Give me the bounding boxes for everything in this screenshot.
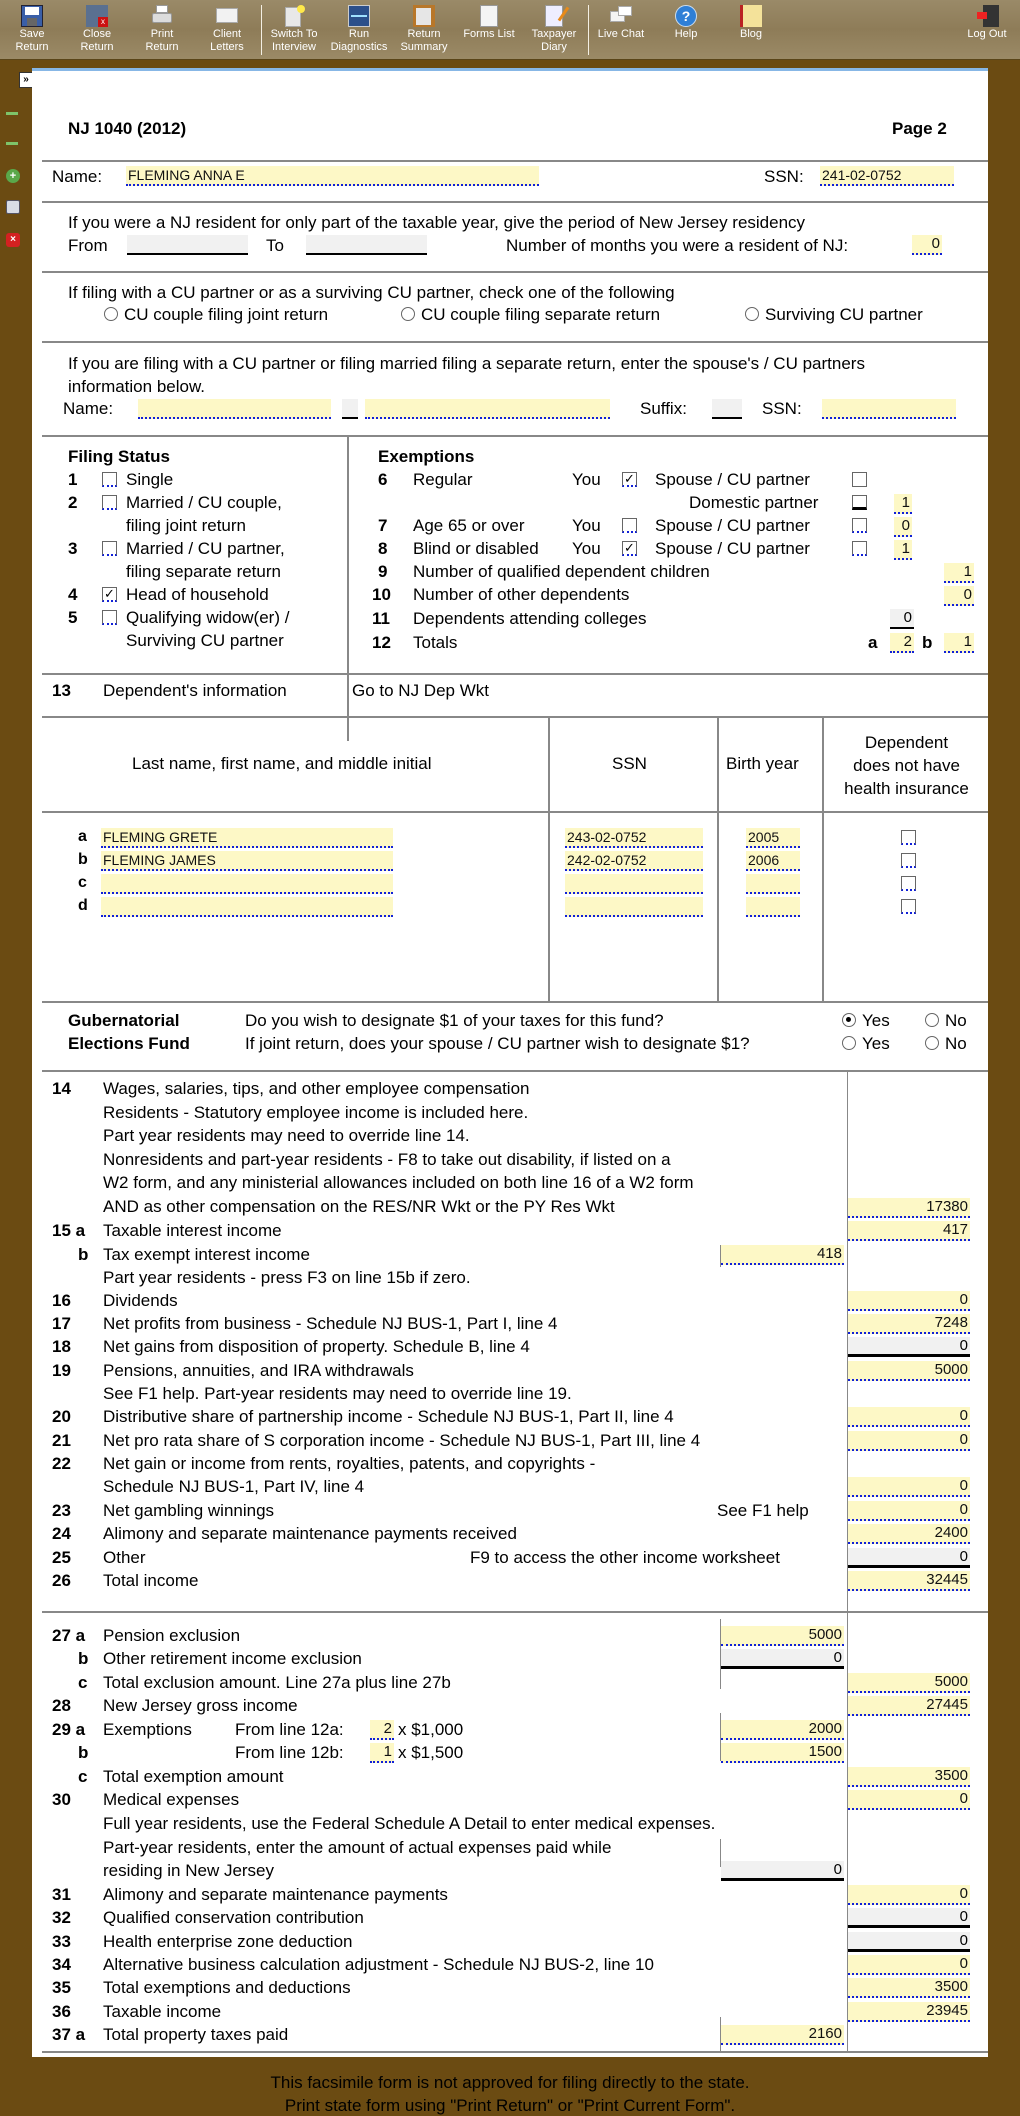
l21-label: Net pro rata share of S corporation income - Schedule NJ BUS-1, Part III, line 4 [103, 1431, 701, 1450]
line-8-count[interactable]: 1 [894, 540, 912, 560]
l28-value[interactable]: 27445 [848, 1696, 970, 1716]
surviving-cu-radio[interactable] [745, 307, 759, 321]
l27c-label: Total exclusion amount. Line 27a plus line 27b [103, 1673, 451, 1692]
go-to-dep-wkt-link[interactable]: Go to NJ Dep Wkt [352, 681, 489, 700]
delete-icon[interactable]: × [6, 233, 20, 247]
l29c-value[interactable]: 3500 [848, 1767, 970, 1787]
to-label: To [266, 236, 284, 255]
l25-number: 25 [52, 1548, 71, 1567]
q2-yes-label: Yes [862, 1034, 890, 1053]
line-12b-value[interactable]: 1 [944, 633, 974, 653]
taxpayer-name-field[interactable]: FLEMING ANNA E [126, 166, 539, 186]
filing-status-2-number: 2 [68, 493, 78, 512]
l27b-value[interactable]: 0 [721, 1649, 844, 1669]
l34-label: Alternative business calculation adjustment - Schedule NJ BUS-2, line 10 [103, 1955, 654, 1974]
cu-text: If filing with a CU partner or as a surviving CU partner, check one of the following [68, 283, 675, 302]
l14-number: 14 [52, 1079, 71, 1098]
l23-note: See F1 help [717, 1501, 809, 1520]
l21-value[interactable]: 0 [848, 1431, 970, 1451]
blog-button[interactable]: Blog [719, 3, 783, 57]
l16-label: Dividends [103, 1291, 178, 1310]
l19-value[interactable]: 5000 [848, 1361, 970, 1381]
l27a-number: 27 a [52, 1626, 86, 1645]
l15b-note: Part year residents - press F3 on line 15b if zero. [103, 1268, 471, 1287]
l37a-label: Total property taxes paid [103, 2025, 289, 2044]
filing-status-3-checkbox[interactable] [102, 541, 117, 556]
clipboard-icon [413, 5, 435, 27]
l23-number: 23 [52, 1501, 71, 1520]
l29a-value[interactable]: 2000 [721, 1720, 844, 1740]
filing-status-4-number: 4 [68, 585, 78, 604]
print-icon[interactable] [6, 200, 20, 214]
l36-label: Taxable income [103, 2002, 222, 2021]
l29b-number: b [78, 1743, 89, 1762]
line-7-count[interactable]: 0 [894, 517, 912, 537]
save-icon [21, 5, 43, 27]
page-number: Page 2 [892, 119, 947, 138]
filing-status-5-label-2: Surviving CU partner [126, 631, 284, 650]
l25-note: F9 to access the other income worksheet [470, 1548, 780, 1567]
line-8-label: Blind or disabled [413, 539, 539, 558]
l30-note: Full year residents, use the Federal Schedule A Detail to enter medical expenses. [103, 1814, 716, 1833]
spouse-last-name-field[interactable] [365, 399, 610, 419]
q1-no-radio[interactable] [925, 1013, 939, 1027]
l14-label: W2 form, and any ministerial allowances included on both line 16 of a W2 form [103, 1173, 694, 1192]
add-icon[interactable]: + [6, 169, 20, 183]
l32-label: Qualified conservation contribution [103, 1908, 364, 1927]
l22-label-2: Schedule NJ BUS-1, Part IV, line 4 [103, 1477, 365, 1496]
l30-note: residing in New Jersey [103, 1861, 275, 1880]
dep-col-insurance-header: Dependent does not have health insurance [844, 733, 969, 798]
l15a-label: Taxable interest income [103, 1221, 282, 1240]
l34-number: 34 [52, 1955, 71, 1974]
dependent-name-field[interactable]: FLEMING JAMES [101, 851, 393, 871]
l25-value[interactable]: 0 [848, 1548, 970, 1568]
dependent-no-insurance-checkbox[interactable] [901, 830, 916, 845]
line-9-value[interactable]: 1 [944, 563, 974, 583]
l37a-number: 37 a [52, 2025, 86, 2044]
q1-yes-radio[interactable] [842, 1013, 856, 1027]
l14-label: Nonresidents and part-year residents - F8 to take out disability, if listed on a [103, 1149, 671, 1169]
printer-icon [151, 5, 173, 27]
l23-value[interactable]: 0 [848, 1501, 970, 1521]
l23-label: Net gambling winnings [103, 1501, 275, 1520]
l29a-label: Exemptions [103, 1720, 192, 1739]
exemptions-heading: Exemptions [378, 447, 475, 466]
dependent-no-insurance-checkbox[interactable] [901, 853, 916, 868]
l14-value[interactable]: 17380 [848, 1198, 970, 1218]
dependent-name-field[interactable] [101, 897, 393, 917]
blind-spouse-checkbox[interactable] [852, 541, 867, 556]
q2-no-radio[interactable] [925, 1036, 939, 1050]
line-10-label: Number of other dependents [413, 585, 630, 604]
spouse-text-2: information below. [68, 377, 206, 396]
l21-number: 21 [52, 1431, 71, 1450]
line-7-number: 7 [378, 516, 388, 535]
domestic-partner-label: Domestic partner [689, 493, 819, 512]
print-return-button[interactable]: Print Return [130, 3, 194, 57]
l17-value[interactable]: 7248 [848, 1314, 970, 1334]
l28-label: New Jersey gross income [103, 1696, 298, 1715]
filing-status-1-number: 1 [68, 470, 78, 489]
l31-number: 31 [52, 1885, 71, 1904]
close-folder-icon: x [86, 5, 108, 27]
you-label: You [572, 470, 601, 489]
filing-status-5-label: Qualifying widow(er) / [126, 608, 290, 627]
residency-text: If you were a NJ resident for only part of the taxable year, give the period of New Jersey residency [68, 213, 806, 232]
dependent-row-letter: b [78, 851, 88, 868]
diary-icon [545, 5, 563, 27]
l14-label: AND as other compensation on the RES/NR Wkt or the PY Res Wkt [103, 1196, 615, 1216]
surviving-cu-label: Surviving CU partner [765, 305, 923, 324]
residency-from-field[interactable] [127, 235, 248, 255]
return-summary-button[interactable]: Return Summary [392, 3, 456, 57]
scroll-icon [740, 5, 762, 27]
line-11-label: Dependents attending colleges [413, 609, 647, 628]
interview-icon [283, 5, 305, 27]
l32-number: 32 [52, 1908, 71, 1927]
q1-no-label: No [945, 1011, 967, 1030]
l18-label: Net gains from disposition of property. Schedule B, line 4 [103, 1337, 530, 1356]
l30-value[interactable]: 0 [848, 1790, 970, 1810]
line-12b-label: b [922, 633, 933, 652]
domestic-partner-checkbox[interactable] [852, 495, 867, 510]
l18-value[interactable]: 0 [848, 1337, 970, 1357]
dependent-birth-year-field[interactable]: 2005 [746, 828, 800, 848]
you-label: You [572, 539, 601, 558]
l24-value[interactable]: 2400 [848, 1524, 970, 1544]
l27c-value[interactable]: 5000 [848, 1673, 970, 1693]
dependent-birth-year-field[interactable] [746, 897, 800, 917]
l16-number: 16 [52, 1291, 71, 1310]
checkmark-icon: ✓ [624, 540, 635, 555]
months-resident-field[interactable]: 0 [912, 235, 942, 255]
filing-status-2-label: Married / CU couple, [126, 493, 282, 512]
footer-disclaimer-1: This facsimile form is not approved for filing directly to the state. [270, 2073, 750, 2092]
line-11-value[interactable]: 0 [890, 609, 914, 629]
regular-spouse-checkbox[interactable] [852, 472, 867, 487]
l32-value[interactable]: 0 [848, 1908, 970, 1928]
save-return-button[interactable]: Save Return [0, 3, 64, 57]
spouse-ssn-field[interactable] [822, 399, 956, 419]
l18-number: 18 [52, 1337, 71, 1356]
l31-label: Alimony and separate maintenance payments [103, 1885, 448, 1904]
from-label: From [68, 236, 108, 255]
l22-label: Net gain or income from rents, royalties, patents, and copyrights - [103, 1454, 596, 1473]
l27b-number: b [78, 1649, 89, 1668]
line-6-number: 6 [378, 470, 388, 489]
chat-icon [610, 5, 632, 27]
l29b-multiplier: x $1,500 [398, 1743, 464, 1762]
l33-label: Health enterprise zone deduction [103, 1932, 353, 1951]
spouse-middle-initial-field[interactable] [342, 399, 358, 419]
spouse-ssn-label: SSN: [762, 399, 802, 418]
filing-status-5-checkbox[interactable] [102, 610, 117, 625]
help-button[interactable]: ? Help [654, 3, 718, 57]
checkmark-icon: ✓ [104, 586, 115, 601]
line-8-number: 8 [378, 539, 388, 558]
l24-label: Alimony and separate maintenance payments received [103, 1524, 517, 1543]
months-label: Number of months you were a resident of NJ: [506, 236, 849, 255]
l27a-label: Pension exclusion [103, 1626, 241, 1645]
l35-number: 35 [52, 1978, 71, 1997]
sidebar-toggle[interactable]: » [19, 72, 33, 88]
spouse-label: Spouse / CU partner [655, 516, 810, 535]
spouse-text-1: If you are filing with a CU partner or filing married filing a separate return, enter the spouse's / CU partners [68, 354, 865, 373]
log-out-button[interactable]: Log Out [955, 3, 1019, 57]
dep-col-name-header: Last name, first name, and middle initial [132, 754, 432, 773]
dependent-ssn-field[interactable] [565, 874, 703, 894]
l30-part-year-value[interactable]: 0 [721, 1861, 844, 1881]
checkmark-icon: ✓ [624, 471, 635, 486]
nj1040-form [32, 68, 988, 2115]
l15a-number: 15 a [52, 1221, 86, 1240]
l29a-from-label: From line 12a: [235, 1720, 344, 1739]
l17-label: Net profits from business - Schedule NJ BUS-1, Part I, line 4 [103, 1314, 558, 1333]
q1-yes-label: Yes [862, 1011, 890, 1030]
filing-status-heading: Filing Status [68, 447, 170, 466]
residency-to-field[interactable] [306, 235, 427, 255]
cu-joint-radio[interactable] [104, 307, 118, 321]
dependent-birth-year-field[interactable] [746, 874, 800, 894]
filing-status-3-label-2: filing separate return [126, 562, 281, 581]
filing-status-2-label-2: filing joint return [126, 516, 247, 535]
l31-value[interactable]: 0 [848, 1885, 970, 1905]
close-return-button[interactable]: x Close Return [65, 3, 129, 57]
run-diagnostics-button[interactable]: Run Diagnostics [327, 3, 391, 57]
l20-number: 20 [52, 1407, 71, 1426]
l19-number: 19 [52, 1361, 71, 1380]
dep-col-ssn-header: SSN [612, 754, 647, 773]
l15a-value[interactable]: 417 [848, 1221, 970, 1241]
cu-separate-label: CU couple filing separate return [421, 305, 661, 324]
l16-value[interactable]: 0 [848, 1291, 970, 1311]
filing-status-2-checkbox[interactable] [102, 495, 117, 510]
l26-label: Total income [103, 1571, 199, 1590]
filing-status-1-checkbox[interactable] [102, 472, 117, 487]
dependent-name-field[interactable]: FLEMING GRETE [101, 828, 393, 848]
live-chat-button[interactable]: Live Chat [589, 3, 653, 57]
l15b-label: Tax exempt interest income [103, 1245, 310, 1264]
l29a-number: 29 a [52, 1720, 86, 1739]
l27b-label: Other retirement income exclusion [103, 1649, 362, 1668]
switch-to-interview-button[interactable]: Switch To Interview [262, 3, 326, 57]
l19-note: See F1 help. Part-year residents may need to override line 19. [103, 1384, 572, 1403]
dependent-row-letter: d [78, 897, 88, 914]
name-label: Name: [52, 167, 103, 186]
taxpayer-diary-button[interactable]: Taxpayer Diary [522, 3, 586, 57]
spouse-label: Spouse / CU partner [655, 539, 810, 558]
spouse-label: Spouse / CU partner [655, 470, 810, 489]
help-icon: ? [675, 5, 697, 27]
l20-label: Distributive share of partnership income - Schedule NJ BUS-1, Part II, line 4 [103, 1407, 674, 1426]
dep-col-year-header: Birth year [726, 754, 799, 773]
dependent-name-field[interactable] [101, 874, 393, 894]
elections-fund-label: Elections Fund [68, 1034, 190, 1053]
form-title: NJ 1040 (2012) [68, 119, 187, 138]
dependent-no-insurance-checkbox[interactable] [901, 876, 916, 891]
dependent-birth-year-field[interactable]: 2006 [746, 851, 800, 871]
dependents-label: Dependent's information [103, 681, 287, 700]
forward-arrow-icon[interactable] [6, 136, 20, 150]
dependent-ssn-field[interactable] [565, 897, 703, 917]
gubernatorial-label: Gubernatorial [68, 1011, 180, 1030]
spouse-name-label: Name: [63, 399, 114, 418]
l37a-value[interactable]: 2160 [721, 2025, 844, 2045]
line-6-count[interactable]: 1 [894, 494, 912, 514]
l15b-value[interactable]: 418 [721, 1245, 844, 1265]
envelope-icon [216, 5, 238, 27]
l14-label: Residents - Statutory employee income is included here. [103, 1102, 529, 1122]
suffix-label: Suffix: [640, 399, 687, 418]
line-7-label: Age 65 or over [413, 516, 525, 535]
l36-value[interactable]: 23945 [848, 2002, 970, 2022]
l27a-value[interactable]: 5000 [721, 1626, 844, 1646]
dependent-no-insurance-checkbox[interactable] [901, 899, 916, 914]
l15b-number: b [78, 1245, 89, 1264]
dependent-row-letter: a [78, 828, 87, 845]
l27c-number: c [78, 1673, 88, 1692]
q2-yes-radio[interactable] [842, 1036, 856, 1050]
l24-number: 24 [52, 1524, 71, 1543]
l29b-value[interactable]: 1500 [721, 1743, 844, 1763]
client-letters-button[interactable]: Client Letters [195, 3, 259, 57]
l22-value[interactable]: 0 [848, 1477, 970, 1497]
l36-number: 36 [52, 2002, 71, 2021]
line-10-number: 10 [372, 585, 391, 604]
cu-separate-radio[interactable] [401, 307, 415, 321]
gubernatorial-question-2: If joint return, does your spouse / CU partner wish to designate $1? [245, 1034, 750, 1053]
line-12a-label: a [868, 633, 878, 652]
l26-number: 26 [52, 1571, 71, 1590]
l33-number: 33 [52, 1932, 71, 1951]
filing-status-4-checkbox[interactable] [102, 587, 117, 602]
dependent-ssn-field[interactable]: 243-02-0752 [565, 828, 703, 848]
l17-number: 17 [52, 1314, 71, 1333]
dependent-row-letter: c [78, 874, 87, 891]
forms-list-button[interactable]: Forms List [457, 3, 521, 57]
line-6-label: Regular [413, 470, 473, 489]
l14-label: Part year residents may need to override line 14. [103, 1126, 470, 1145]
logout-icon [983, 5, 999, 27]
cu-joint-label: CU couple filing joint return [124, 305, 329, 324]
toolbar [0, 0, 1020, 60]
line-12a-value[interactable]: 2 [890, 633, 914, 653]
l25-label: Other [103, 1548, 146, 1567]
ssn-label: SSN: [764, 167, 804, 186]
line-9-number: 9 [378, 562, 388, 581]
filing-status-3-label: Married / CU partner, [126, 539, 285, 558]
l30-note: Part-year residents, enter the amount of actual expenses paid while [103, 1837, 612, 1857]
footer-disclaimer-2: Print state form using "Print Return" or "Print Current Form". [284, 2096, 736, 2115]
l29b-count[interactable]: 1 [370, 1743, 394, 1763]
filing-status-3-number: 3 [68, 539, 78, 558]
taxpayer-ssn-field[interactable]: 241-02-0752 [820, 166, 954, 186]
l26-value[interactable]: 32445 [848, 1571, 970, 1591]
l29c-number: c [78, 1767, 88, 1786]
line-12-number: 12 [372, 633, 391, 652]
blind-you-checkbox[interactable] [622, 541, 637, 556]
line-10-value[interactable]: 0 [944, 586, 974, 606]
l30-number: 30 [52, 1790, 71, 1809]
diagnostics-icon [348, 5, 370, 27]
age65-you-checkbox[interactable] [622, 518, 637, 533]
l29c-label: Total exemption amount [103, 1767, 284, 1786]
l22-number: 22 [52, 1454, 71, 1473]
l29a-multiplier: x $1,000 [398, 1720, 464, 1739]
l19-label: Pensions, annuities, and IRA withdrawals [103, 1361, 414, 1380]
back-arrow-icon[interactable] [6, 106, 20, 120]
spouse-suffix-field[interactable] [712, 399, 742, 419]
gubernatorial-question-1: Do you wish to designate $1 of your taxes for this fund? [245, 1011, 664, 1030]
l20-value[interactable]: 0 [848, 1407, 970, 1427]
l34-value[interactable]: 0 [848, 1955, 970, 1975]
l35-value[interactable]: 3500 [848, 1978, 970, 1998]
l30-label: Medical expenses [103, 1790, 240, 1809]
regular-you-checkbox[interactable] [622, 472, 637, 487]
dependent-ssn-field[interactable]: 242-02-0752 [565, 851, 703, 871]
age65-spouse-checkbox[interactable] [852, 518, 867, 533]
l29a-count[interactable]: 2 [370, 1720, 394, 1740]
filing-status-5-number: 5 [68, 608, 78, 627]
spouse-first-name-field[interactable] [138, 399, 331, 419]
you-label: You [572, 516, 601, 535]
line-11-number: 11 [372, 609, 390, 628]
line-9-label: Number of qualified dependent children [413, 562, 710, 581]
l29b-from-label: From line 12b: [235, 1743, 344, 1762]
l14-label: Wages, salaries, tips, and other employee compensation [103, 1079, 530, 1098]
l33-value[interactable]: 0 [848, 1932, 970, 1952]
filing-status-1-label: Single [126, 470, 174, 489]
q2-no-label: No [945, 1034, 967, 1053]
l28-number: 28 [52, 1696, 71, 1715]
filing-status-4-label: Head of household [126, 585, 269, 604]
l35-label: Total exemptions and deductions [103, 1978, 351, 1997]
line-12-label: Totals [413, 633, 458, 652]
list-icon [480, 5, 498, 27]
line-13-number: 13 [52, 681, 71, 700]
